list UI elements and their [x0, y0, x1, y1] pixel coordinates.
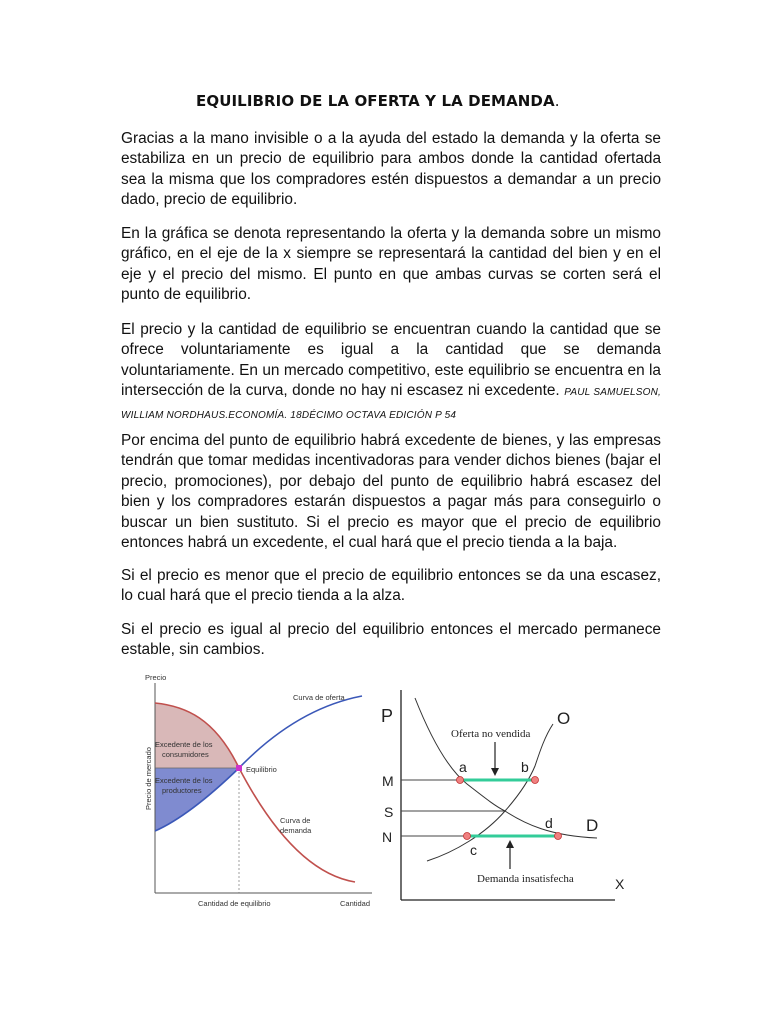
- paragraph-1: Gracias a la mano invisible o a la ayuda del estado la demanda y la oferta se estabiliza en un precio de equilibrio para ambos donde la cantidad ofertada sea la misma que los compradores estén dispuestos a demandar a un precio dado, precio de equilibrio.: [121, 130, 661, 209]
- point-a-label: a: [459, 759, 467, 775]
- supply-demand-surplus-figure: [140, 668, 375, 913]
- paragraph-5: Si el precio es menor que el precio de equilibrio entonces se da una escasez, lo cual hará que el precio tienda a la alza.: [121, 567, 661, 605]
- curve-d-label: D: [586, 816, 599, 835]
- level-n-label: N: [382, 829, 393, 845]
- level-m-label: M: [382, 773, 394, 789]
- shortage-arrow-head: [506, 840, 514, 848]
- document-title: [196, 92, 560, 110]
- paragraph-4: Por encima del punto de equilibrio habrá excedente de bienes, y las empresas tendrán que tomar medidas incentivadoras para vender dichos bienes (bajar el precio, promociones), por debajo del punto de equilibrio habrá escasez del bien y los compradores estarán dispuestos a pagar más para conseguirlo o buscar un bien sustituto. Si el precio es mayor que el precio de equilibrio entonces habrá un excedente, el cual hará que el precio tienda a la baja.: [121, 432, 661, 552]
- title-text: EQUILIBRIO DE LA OFERTA Y LA DEMANDA: [196, 92, 555, 110]
- point-c-label: c: [470, 842, 477, 858]
- x-axis-end-label: Cantidad: [340, 899, 371, 908]
- point-d-marker: [555, 833, 562, 840]
- level-s-label: S: [384, 804, 394, 820]
- citation: PAUL SAMUELSON, WILLIAM NORDHAUS.ECONOMÍA. 18DÉCIMO OCTAVA EDICIÓN P 54: [121, 387, 661, 421]
- y-axis-side-label: Precio de mercado: [144, 747, 153, 810]
- surplus-label: Oferta no vendida: [451, 728, 531, 740]
- curve-o-label: O: [557, 709, 571, 728]
- shortage-surplus-figure: [375, 676, 655, 911]
- paragraph-3-text: El precio y la cantidad de equilibrio se encuentran cuando la cantidad que se ofrece voluntariamente es igual a la cantidad que se demanda voluntariamente. En un mercado competitivo, este equilibrio se encuentra en la intersección de la curva, donde no hay ni escasez ni excedente.: [121, 321, 661, 400]
- paragraph-2: En la gráfica se denota representando la oferta y la demanda sobre un mismo gráfico, en el eje de la x siempre se representará la cantidad del bien y en el eje y el precio del mismo. El punto en que ambas curvas se corten será el punto de equilibrio.: [121, 225, 661, 304]
- shortage-label: Demanda insatisfecha: [477, 873, 574, 885]
- axis-p-label: P: [381, 706, 394, 726]
- title-suffix: .: [554, 92, 560, 110]
- equilibrium-label: Equilibrio: [246, 765, 277, 774]
- producer-surplus-label-1: Excedente de los: [155, 776, 213, 785]
- demand-curve-label-1: Curva de: [280, 816, 311, 825]
- demand-curve-label-2: demanda: [280, 826, 312, 835]
- supply-curve-label: Curva de oferta: [293, 693, 345, 702]
- supply-curve-o: [427, 724, 553, 861]
- producer-surplus-label-2: productores: [162, 786, 202, 795]
- point-a-marker: [457, 777, 464, 784]
- point-c-marker: [464, 833, 471, 840]
- paragraph-6: Si el precio es igual al precio del equilibrio entonces el mercado permanece estable, sin cambios.: [121, 621, 661, 659]
- axis-x-label: X: [615, 876, 625, 892]
- paragraph-3: [121, 320, 661, 426]
- point-b-label: b: [521, 759, 529, 775]
- point-d-label: d: [545, 815, 553, 831]
- point-b-marker: [532, 777, 539, 784]
- equilibrium-point: [236, 765, 242, 771]
- y-axis-top-label: Precio: [145, 673, 167, 682]
- x-axis-mid-label: Cantidad de equilibrio: [198, 899, 271, 908]
- consumer-surplus-label-1: Excedente de los: [155, 740, 213, 749]
- consumer-surplus-label-2: consumidores: [162, 750, 209, 759]
- surplus-arrow-head: [491, 768, 499, 776]
